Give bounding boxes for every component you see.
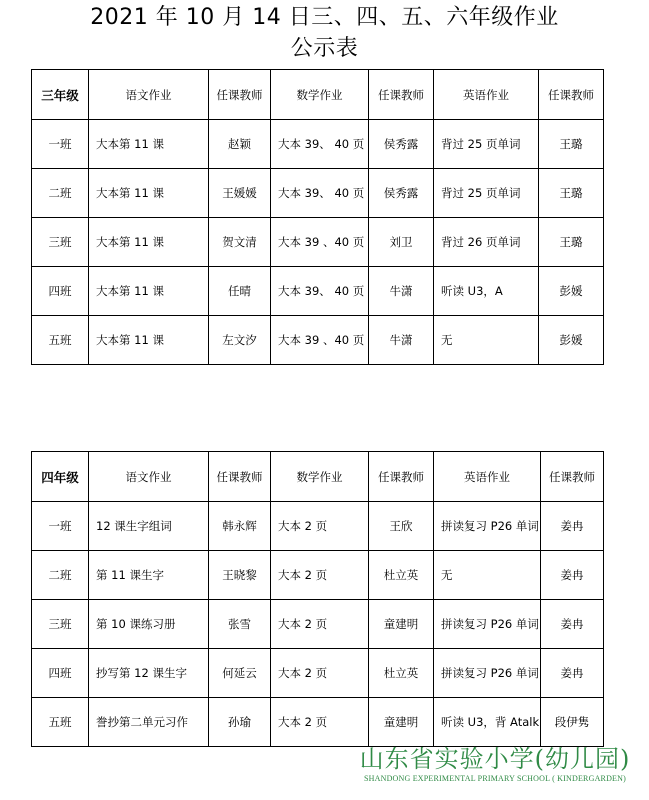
english-teacher: 姜冉	[541, 551, 604, 600]
math-homework: 大本 2 页	[271, 600, 369, 649]
chinese-teacher: 左文汐	[209, 316, 271, 365]
chinese-homework: 第 10 课练习册	[89, 600, 209, 649]
chinese-teacher: 何延云	[209, 649, 271, 698]
math-homework: 大本 39 、40 页	[271, 218, 369, 267]
math-teacher: 杜立英	[369, 649, 434, 698]
math-teacher: 侯秀露	[369, 169, 434, 218]
school-name-chinese: 山东省实验小学(幼儿园)	[359, 745, 631, 773]
class-name: 一班	[32, 502, 89, 551]
math-homework: 大本 2 页	[271, 502, 369, 551]
math-teacher: 牛潇	[369, 316, 434, 365]
title-line-2: 公示表	[290, 36, 359, 61]
english-homework: 拼读复习 P26 单词	[434, 502, 541, 551]
chinese-homework: 大本第 11 课	[89, 316, 209, 365]
english-homework: 无	[434, 551, 541, 600]
grade4-homework-table	[31, 451, 604, 747]
english-teacher: 段伊隽	[541, 698, 604, 747]
class-name: 二班	[32, 551, 89, 600]
header-teacher: 任课教师	[209, 70, 271, 120]
english-teacher: 姜冉	[541, 649, 604, 698]
chinese-homework: 大本第 11 课	[89, 218, 209, 267]
math-homework: 大本 39 、40 页	[271, 316, 369, 365]
math-homework: 大本 2 页	[271, 698, 369, 747]
header-teacher: 任课教师	[369, 70, 434, 120]
table-row	[32, 600, 604, 649]
class-name: 四班	[32, 649, 89, 698]
grade3-homework-table	[31, 69, 604, 365]
chinese-teacher: 赵颖	[209, 120, 271, 169]
chinese-teacher: 张雪	[209, 600, 271, 649]
document-title	[0, 2, 649, 64]
chinese-teacher: 任晴	[209, 267, 271, 316]
title-line-1: 2021 年 10 月 14 日三、四、五、六年级作业	[90, 5, 559, 30]
chinese-teacher: 贺文清	[209, 218, 271, 267]
english-teacher: 王璐	[539, 218, 604, 267]
table-row	[32, 120, 604, 169]
math-homework: 大本 39、 40 页	[271, 169, 369, 218]
math-homework: 大本 39、 40 页	[271, 267, 369, 316]
english-teacher: 姜冉	[541, 600, 604, 649]
english-homework: 听读 U3，背 Atalk	[434, 698, 541, 747]
english-homework: 听读 U3，A	[434, 267, 539, 316]
school-name-english: SHANDONG EXPERIMENTAL PRIMARY SCHOOL ( KINDERGARDEN)	[364, 774, 626, 783]
chinese-homework: 大本第 11 课	[89, 120, 209, 169]
math-teacher: 刘卫	[369, 218, 434, 267]
header-math: 数学作业	[271, 452, 369, 502]
table-header-row	[32, 452, 604, 502]
english-homework: 拼读复习 P26 单词	[434, 600, 541, 649]
header-teacher: 任课教师	[209, 452, 271, 502]
chinese-homework: 大本第 11 课	[89, 169, 209, 218]
table-row	[32, 267, 604, 316]
class-name: 三班	[32, 218, 89, 267]
header-chinese: 语文作业	[89, 452, 209, 502]
class-name: 二班	[32, 169, 89, 218]
math-teacher: 童建明	[369, 698, 434, 747]
english-teacher: 王璐	[539, 120, 604, 169]
header-english: 英语作业	[434, 452, 541, 502]
english-teacher: 彭媛	[539, 267, 604, 316]
class-name: 三班	[32, 600, 89, 649]
table-row	[32, 698, 604, 747]
chinese-teacher: 韩永辉	[209, 502, 271, 551]
english-teacher: 彭媛	[539, 316, 604, 365]
math-teacher: 王欣	[369, 502, 434, 551]
math-homework: 大本 2 页	[271, 551, 369, 600]
header-teacher: 任课教师	[369, 452, 434, 502]
english-homework: 背过 25 页单词	[434, 120, 539, 169]
math-teacher: 牛潇	[369, 267, 434, 316]
english-homework: 拼读复习 P26 单词	[434, 649, 541, 698]
table-row	[32, 502, 604, 551]
english-homework: 背过 25 页单词	[434, 169, 539, 218]
table-row	[32, 169, 604, 218]
class-name: 一班	[32, 120, 89, 169]
class-name: 五班	[32, 316, 89, 365]
english-teacher: 姜冉	[541, 502, 604, 551]
math-teacher: 杜立英	[369, 551, 434, 600]
chinese-homework: 大本第 11 课	[89, 267, 209, 316]
chinese-teacher: 孙瑜	[209, 698, 271, 747]
chinese-homework: 誊抄第二单元习作	[89, 698, 209, 747]
header-chinese: 语文作业	[89, 70, 209, 120]
header-english: 英语作业	[434, 70, 539, 120]
grade-header: 四年级	[32, 452, 89, 502]
table-row	[32, 551, 604, 600]
math-teacher: 侯秀露	[369, 120, 434, 169]
table-row	[32, 649, 604, 698]
math-homework: 大本 39、 40 页	[271, 120, 369, 169]
grade-header: 三年级	[32, 70, 89, 120]
chinese-homework: 第 11 课生字	[89, 551, 209, 600]
chinese-teacher: 王媛媛	[209, 169, 271, 218]
chinese-teacher: 王晓黎	[209, 551, 271, 600]
math-teacher: 童建明	[369, 600, 434, 649]
header-teacher: 任课教师	[541, 452, 604, 502]
table-row	[32, 218, 604, 267]
header-math: 数学作业	[271, 70, 369, 120]
english-homework: 背过 26 页单词	[434, 218, 539, 267]
math-homework: 大本 2 页	[271, 649, 369, 698]
english-homework: 无	[434, 316, 539, 365]
class-name: 五班	[32, 698, 89, 747]
english-teacher: 王璐	[539, 169, 604, 218]
table-header-row	[32, 70, 604, 120]
chinese-homework: 抄写第 12 课生字	[89, 649, 209, 698]
table-row	[32, 316, 604, 365]
chinese-homework: 12 课生字组词	[89, 502, 209, 551]
school-logo-watermark	[347, 744, 643, 784]
header-teacher: 任课教师	[539, 70, 604, 120]
class-name: 四班	[32, 267, 89, 316]
